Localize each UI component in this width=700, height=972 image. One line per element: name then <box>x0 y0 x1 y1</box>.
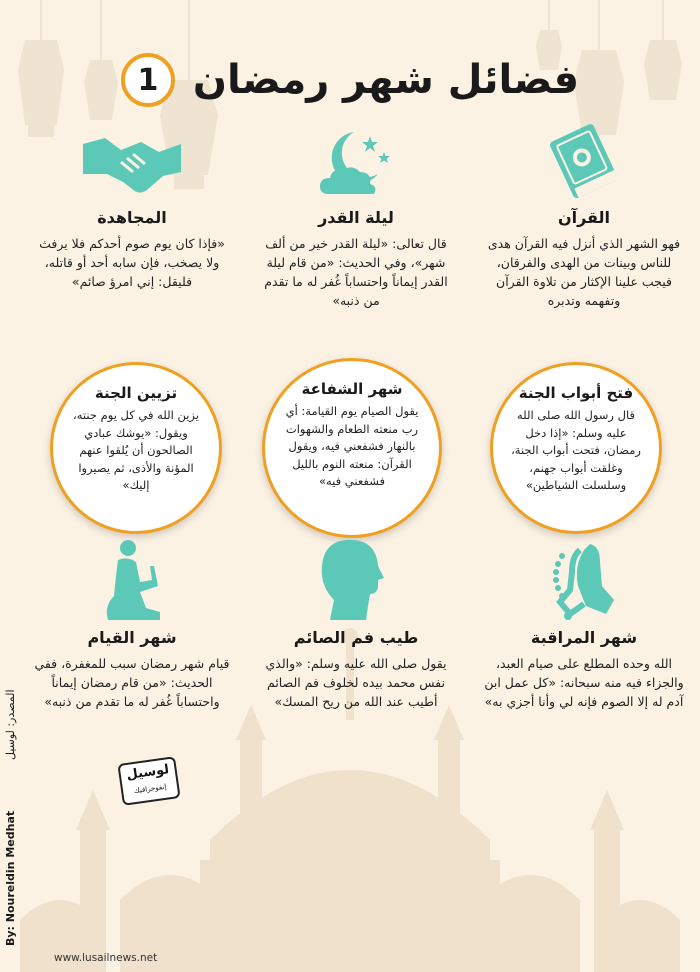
credit-text: By: Noureldin Medhat <box>4 810 17 946</box>
card-title: شهر القيام <box>87 628 177 647</box>
card-mujahada <box>32 122 232 291</box>
page-title: فضائل شهر رمضان <box>192 57 580 103</box>
circle-jannah-gates <box>490 362 662 534</box>
card-body: قيام شهر رمضان سبب للمغفرة، ففي الحديث: «من قام رمضان إيماناً واحتساباً غُفر له ما تقدم من ذنبه» <box>34 656 230 709</box>
card-title: شهر الشفاعة <box>301 380 403 398</box>
praying-man-icon <box>82 536 182 622</box>
card-body: قال تعالى: «ليلة القدر خير من ألف شهر»، وفي الحديث: «من قام ليلة القدر إيماناً واحتساباً غُفر له ما تقدم من ذنبه» <box>264 236 448 308</box>
lusail-stamp-logo <box>117 756 180 806</box>
card-body: يزين الله في كل يوم جنته، ويقول: «يوشك عبادي الصالحون أن يُلقوا عنهم المؤنة والأذى، ثم يصيروا إليك» <box>73 408 199 492</box>
card-title: شهر المراقبة <box>530 628 638 647</box>
card-title: فتح أبواب الجنة <box>518 384 634 402</box>
card-body: فهو الشهر الذي أنزل فيه القرآن هدى للناس وبينات من الهدى والفرقان، فيجب علينا الإكثار من تلاوة القرآن وتفهمه وتدبره <box>487 236 681 308</box>
stamp-sub-text: إنفوجرافيك <box>133 782 167 796</box>
circle-jannah-decor <box>50 362 222 534</box>
moon-stars-cloud-icon <box>306 122 406 202</box>
card-muraqaba <box>484 536 684 711</box>
praying-hands-icon <box>534 536 634 622</box>
card-body: «فإذا كان يوم صوم أحدكم فلا يرفث ولا يصخب، فإن سابه أحد أو قاتله، فليقل: إني امرؤ صائم» <box>39 236 225 289</box>
card-title: ليلة القدر <box>318 208 394 227</box>
website-link[interactable]: www.lusailnews.net <box>54 952 158 964</box>
card-title: تزيين الجنة <box>94 384 178 402</box>
circle-shafaa <box>262 358 442 538</box>
head-profile-icon <box>306 536 406 622</box>
quran-book-icon <box>534 122 634 202</box>
card-qiyam <box>32 536 232 711</box>
card-body: قال رسول الله صلى الله عليه وسلم: «إذا دخل رمضان، فتحت أبواب الجنة، وغلقت أبواب جهنم، وسلسلت الشياطين» <box>511 408 641 492</box>
card-body: يقول صلى الله عليه وسلم: «والذي نفس محمد بيده لخلوف فم الصائم أطيب عند الله من ريح المسك» <box>265 656 447 709</box>
handshake-icon <box>77 122 187 202</box>
card-body: الله وحده المطلع على صيام العبد، والجزاء فيه منه سبحانه: «كل عمل ابن آدم له إلا الصوم فإنه لي وأنا أجزي به» <box>484 656 684 709</box>
card-quran <box>484 122 684 310</box>
card-body: يقول الصيام يوم القيامة: أي رب منعته الطعام والشهوات بالنهار فشفعني فيه، ويقول القرآن: منعته النوم بالليل فشفعني فيه» <box>285 404 419 488</box>
card-title: طيب فم الصائم <box>293 628 419 647</box>
card-title: المجاهدة <box>97 208 167 227</box>
card-fam-saim <box>256 536 456 711</box>
stamp-main-text: لوسيل <box>125 762 171 783</box>
header <box>0 40 700 120</box>
source-text: المصدر: لوسيل <box>4 689 17 760</box>
card-laylat-alqadr <box>256 122 456 310</box>
card-title: القرآن <box>557 208 611 227</box>
number-badge: 1 <box>121 53 175 107</box>
